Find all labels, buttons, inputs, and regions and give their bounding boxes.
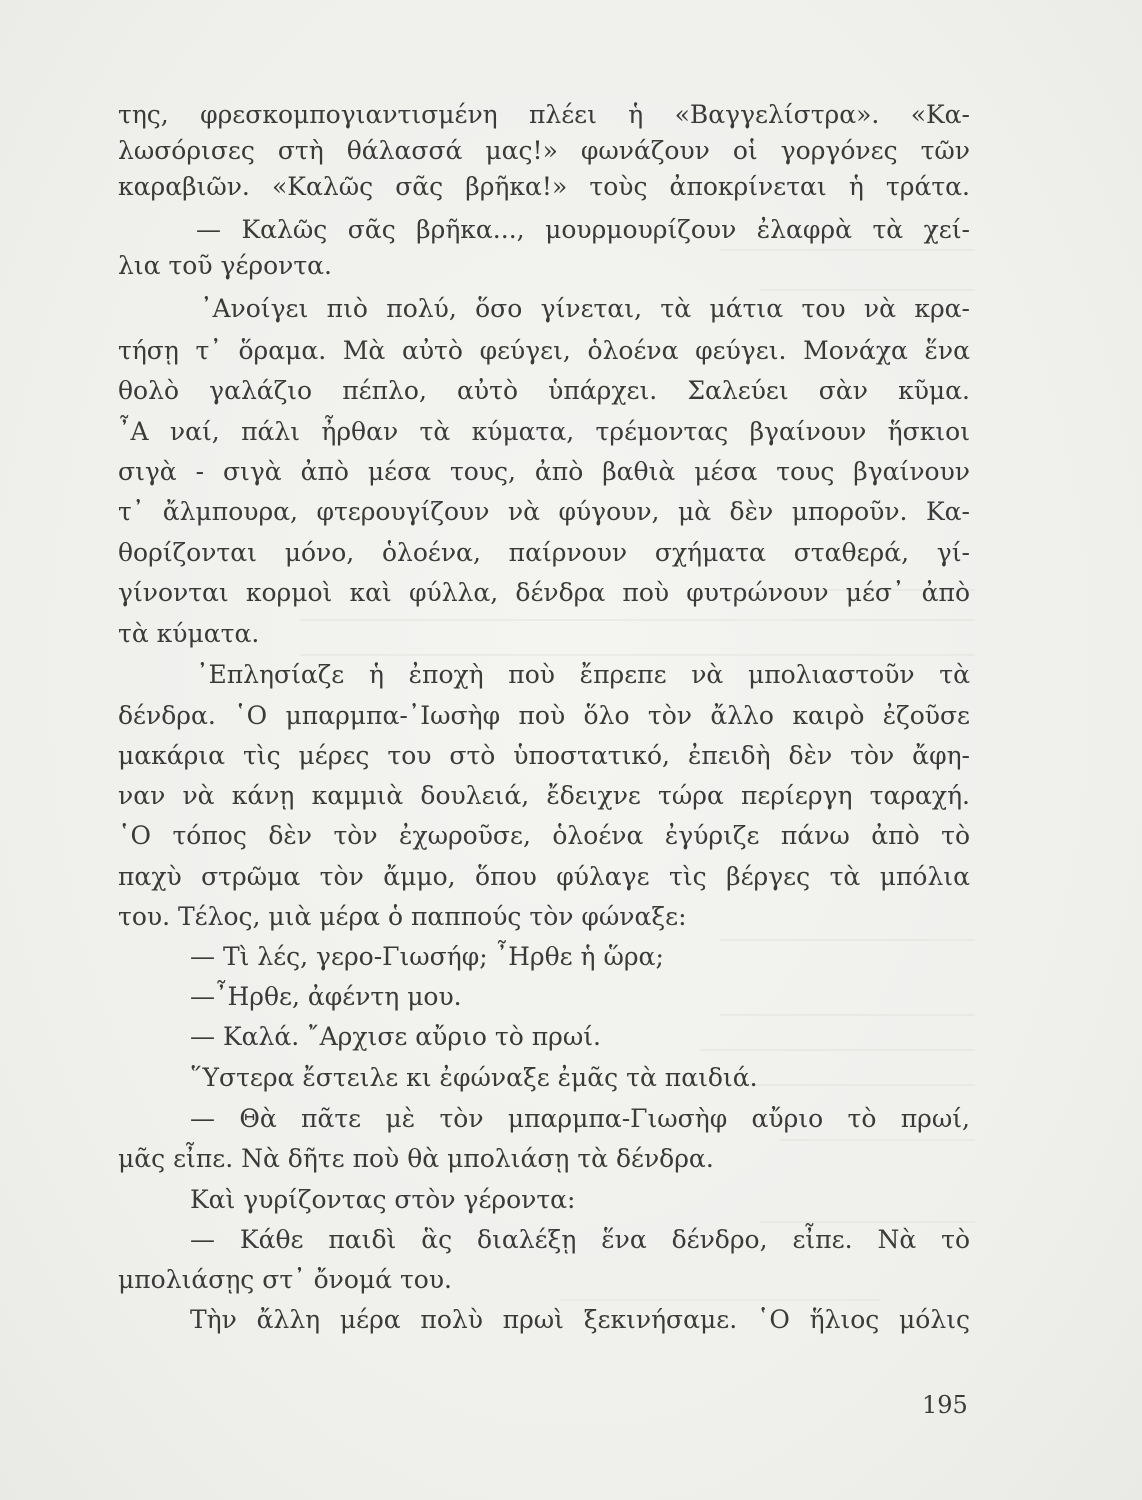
text-line: — Καλά. ῎Αρχισε αὔριο τὸ πρωί.	[190, 1022, 601, 1051]
text-line: τήσῃ τ᾿ ὅραμα. Μὰ αὐτὸ φεύγει, ὁλοένα φεύγει. Μονάχα ἕνα	[118, 336, 970, 365]
text-line: σιγὰ - σιγὰ ἀπὸ μέσα τους, ἀπὸ βαθιὰ μέσα τους βγαίνουν	[118, 457, 970, 486]
text-line: ναν νὰ κάνῃ καμμιὰ δουλειά, ἔδειχνε τώρα περίεργη ταραχή.	[118, 781, 970, 810]
text-line: Τὴν ἄλλη μέρα πολὺ πρωὶ ξεκινήσαμε. ῾Ο ἥλιος μόλις	[190, 1305, 970, 1334]
page-number: 195	[922, 1391, 968, 1419]
text-line: της, φρεσκομπογιαντισμένη πλέει ἡ «Βαγγελίστρα». «Κα-	[118, 100, 970, 129]
text-line: λια τοῦ γέροντα.	[118, 251, 333, 280]
text-line: — Κάθε παιδὶ ἃς διαλέξῃ ἕνα δένδρο, εἶπε. Νὰ τὸ	[190, 1225, 970, 1254]
text-line: ᾿Επλησίαζε ἡ ἐποχὴ ποὺ ἔπρεπε νὰ μπολιαστοῦν τὰ	[196, 660, 970, 689]
text-line: μπολιάσῃς στ᾿ ὄνομά του.	[118, 1265, 452, 1294]
text-line: παχὺ στρῶμα τὸν ἄμμο, ὅπου φύλαγε τὶς βέργες τὰ μπόλια	[118, 862, 970, 891]
text-line: δένδρα. ῾Ο μπαρμπα-᾿Ιωσὴφ ποὺ ὅλο τὸν ἄλλο καιρὸ ἐζοῦσε	[118, 701, 970, 730]
text-line: γίνονται κορμοὶ καὶ φύλλα, δένδρα ποὺ φυτρώνουν μέσ᾿ ἀπὸ	[118, 578, 970, 607]
text-line: του. Τέλος, μιὰ μέρα ὁ παππούς τὸν φώναξε:	[118, 902, 687, 931]
text-line: ῾Ο τόπος δὲν τὸν ἐχωροῦσε, ὁλοένα ἐγύριζε πάνω ἀπὸ τὸ	[118, 821, 970, 850]
text-line: ῏Α ναί, πάλι ἦρθαν τὰ κύματα, τρέμοντας βγαίνουν ἥσκιοι	[118, 417, 970, 446]
text-line: θολὸ γαλάζιο πέπλο, αὐτὸ ὑπάρχει. Σαλεύει σὰν κῦμα.	[118, 376, 970, 405]
text-line: μᾶς εἶπε. Νὰ δῆτε ποὺ θὰ μπολιάσῃ τὰ δένδρα.	[118, 1144, 714, 1173]
text-line: λωσόρισες στὴ θάλασσά μας!» φωνάζουν οἱ γοργόνες τῶν	[118, 136, 970, 165]
text-line: ῞Υστερα ἔστειλε κι ἐφώναξε ἐμᾶς τὰ παιδιά.	[190, 1063, 758, 1092]
text-line: — Θὰ πᾶτε μὲ τὸν μπαρμπα-Γιωσὴφ αὔριο τὸ πρωί,	[190, 1104, 970, 1133]
text-line: θορίζονται μόνο, ὁλοένα, παίρνουν σχήματα σταθερά, γί-	[118, 538, 970, 567]
text-line: μακάρια τὶς μέρες του στὸ ὑποστατικό, ἐπειδὴ δὲν τὸν ἄφη-	[118, 741, 970, 770]
text-line: — Τὶ λές, γερο-Γιωσήφ; ῏Ηρθε ἡ ὥρα;	[190, 942, 664, 971]
text-line: τ᾿ ἄλμπουρα, φτερουγίζουν νὰ φύγουν, μὰ δὲν μποροῦν. Κα-	[118, 497, 970, 526]
text-line: καραβιῶν. «Καλῶς σᾶς βρῆκα!» τοὺς ἀποκρίνεται ἡ τράτα.	[118, 172, 970, 201]
text-line: ᾿Ανοίγει πιὸ πολύ, ὅσο γίνεται, τὰ μάτια του νὰ κρα-	[200, 294, 970, 323]
text-line: —῏Ηρθε, ἀφέντη μου.	[190, 982, 462, 1011]
text-line: — Καλῶς σᾶς βρῆκα..., μουρμουρίζουν ἐλαφρὰ τὰ χεί-	[196, 215, 970, 244]
text-line: τὰ κύματα.	[118, 619, 260, 648]
text-line: Καὶ γυρίζοντας στὸν γέροντα:	[190, 1185, 576, 1214]
